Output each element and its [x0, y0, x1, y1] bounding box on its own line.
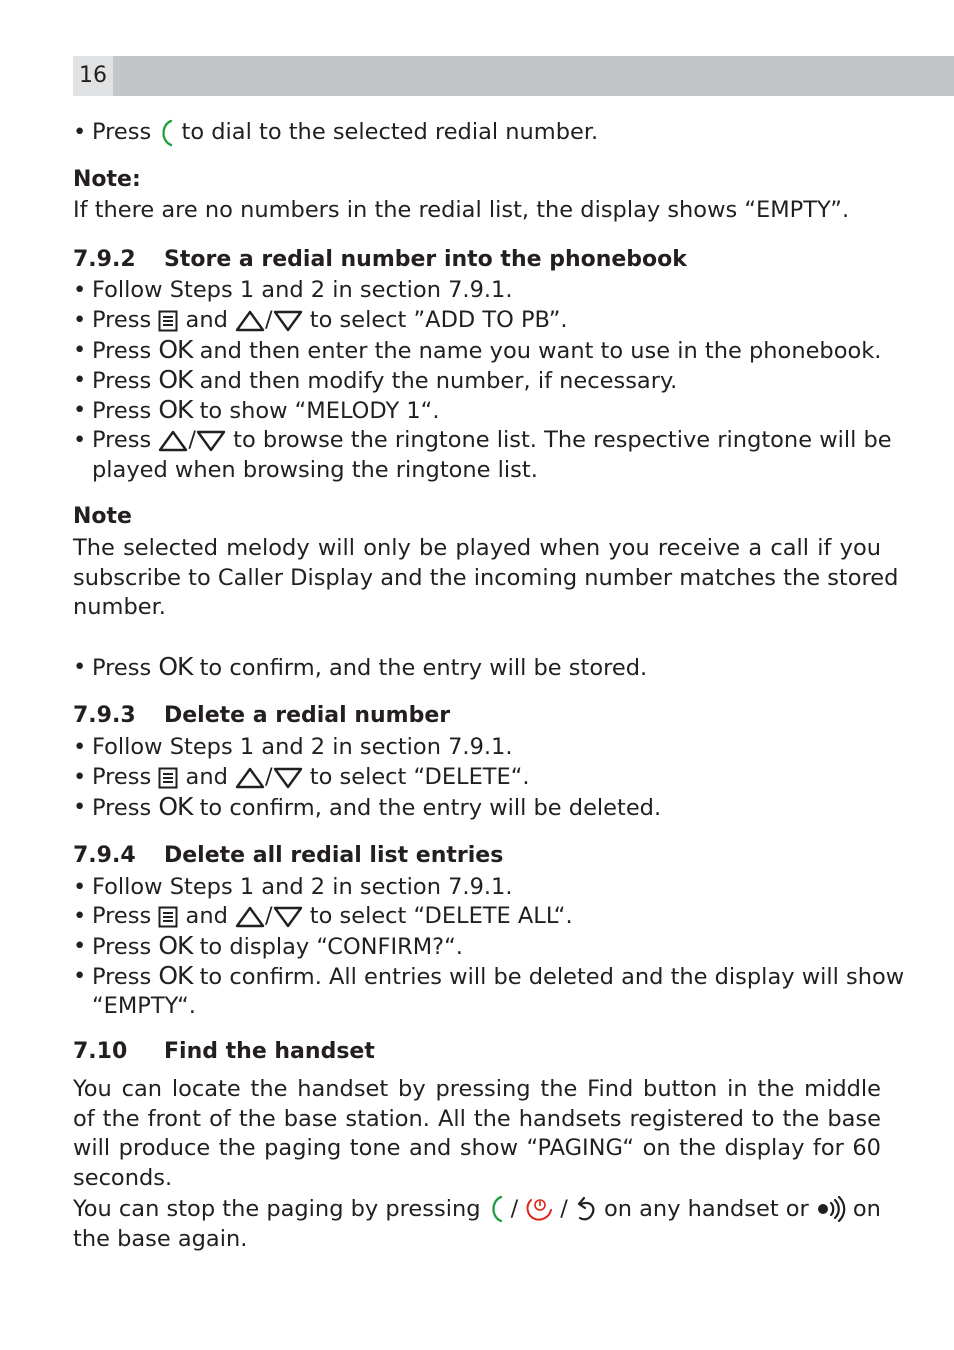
note-title: Note: [73, 504, 132, 529]
section-title: Delete all redial list entries: [164, 843, 504, 868]
menu-icon: [158, 310, 178, 332]
back-icon: [575, 1196, 597, 1222]
text: Press: [92, 764, 152, 790]
slash: /: [265, 307, 273, 333]
bullet: •: [73, 963, 87, 989]
bullet: •: [73, 337, 87, 363]
list-item: [73, 395, 440, 425]
section-heading: [73, 701, 450, 731]
up-arrow-icon: [235, 767, 265, 789]
note-text: number.: [73, 594, 166, 620]
paragraph-line: will produce the paging tone and show “PAGING“ on the display for 60: [73, 1135, 881, 1161]
paragraph-line: [73, 1194, 881, 1224]
text: to select “DELETE“.: [309, 764, 530, 790]
list-item: [73, 762, 530, 792]
text: and: [185, 307, 228, 333]
list-item: [73, 901, 573, 931]
text: Follow Steps 1 and 2 in section 7.9.1.: [92, 734, 513, 760]
bullet: •: [73, 794, 87, 820]
note-text: If there are no numbers in the redial list, the display shows “EMPTY”.: [73, 197, 850, 223]
end-call-icon: [525, 1196, 553, 1222]
text: Press: [92, 427, 152, 453]
text: Press: [92, 795, 152, 821]
text: You can stop the paging by pressing: [73, 1196, 481, 1222]
text: on any handset or: [603, 1196, 809, 1222]
menu-icon: [158, 906, 178, 928]
bullet: •: [73, 654, 87, 680]
list-item: [73, 425, 892, 455]
slash: /: [510, 1196, 519, 1222]
note-text: subscribe to Caller Display and the incoming number matches the stored: [73, 565, 899, 591]
text: on: [852, 1196, 881, 1222]
ok-key-icon: OK: [158, 931, 193, 960]
down-arrow-icon: [196, 430, 226, 452]
text: Press: [92, 338, 152, 364]
call-icon: [158, 119, 174, 147]
slash: /: [188, 427, 196, 453]
section-number: 7.9.2: [73, 247, 136, 272]
note-text: The selected melody will only be played when you receive a call if you: [73, 535, 881, 561]
list-item: [73, 365, 677, 395]
text: to display “CONFIRM?“.: [199, 934, 463, 960]
text: to confirm. All entries will be deleted and the display will show: [199, 964, 905, 990]
list-item: [73, 931, 463, 961]
ok-key-icon: OK: [158, 365, 193, 394]
find-signal-icon: [816, 1196, 846, 1222]
text: to select ”ADD TO PB”.: [309, 307, 568, 333]
list-item: [73, 305, 568, 335]
bullet: •: [73, 903, 87, 929]
paragraph-line: seconds.: [73, 1165, 173, 1191]
paragraph-line: of the front of the base station. All the handsets registered to the base: [73, 1106, 881, 1132]
bullet: •: [73, 933, 87, 959]
down-arrow-icon: [273, 310, 303, 332]
ok-key-icon: OK: [158, 961, 193, 990]
bullet: •: [73, 307, 87, 333]
list-item: [73, 275, 513, 305]
section-heading: [73, 1037, 375, 1067]
text: and: [185, 903, 228, 929]
text: Press: [92, 307, 152, 333]
text: to confirm, and the entry will be deleted.: [199, 795, 662, 821]
note-title: Note:: [73, 167, 141, 192]
text: to dial to the selected redial number.: [181, 119, 599, 145]
list-item-continuation: played when browsing the ringtone list.: [92, 457, 538, 483]
paragraph-line: the base again.: [73, 1226, 248, 1252]
list-item: [73, 652, 647, 682]
slash: /: [265, 903, 273, 929]
paragraph-line: You can locate the handset by pressing the Find button in the middle: [73, 1076, 881, 1102]
section-number: 7.9.4: [73, 843, 136, 868]
text: Follow Steps 1 and 2 in section 7.9.1.: [92, 277, 513, 303]
ok-key-icon: OK: [158, 335, 193, 364]
bullet: •: [73, 874, 87, 900]
up-arrow-icon: [235, 906, 265, 928]
text: Press: [92, 934, 152, 960]
text: and then modify the number, if necessary.: [199, 368, 678, 394]
text: and: [185, 764, 228, 790]
bullet: •: [73, 397, 87, 423]
text: to confirm, and the entry will be stored.: [199, 655, 648, 681]
section-heading: [73, 245, 687, 275]
down-arrow-icon: [273, 906, 303, 928]
text: Press: [92, 655, 152, 681]
section-title: Find the handset: [164, 1039, 375, 1064]
text: Press: [92, 398, 152, 424]
section-title: Delete a redial number: [164, 703, 451, 728]
text: Press: [92, 368, 152, 394]
ok-key-icon: OK: [158, 792, 193, 821]
list-item: [73, 792, 661, 822]
bullet: •: [73, 427, 87, 453]
bullet: •: [73, 764, 87, 790]
text: and then enter the name you want to use in the phonebook.: [199, 338, 882, 364]
section-number: 7.9.3: [73, 703, 136, 728]
ok-key-icon: OK: [158, 395, 193, 424]
up-arrow-icon: [235, 310, 265, 332]
text: Press: [92, 964, 152, 990]
list-item: [73, 335, 881, 365]
text: to browse the ringtone list. The respective ringtone will be: [233, 427, 892, 453]
page-number: 16: [73, 56, 113, 96]
section-number: 7.10: [73, 1039, 128, 1064]
text: Press: [92, 903, 152, 929]
text: to select “DELETE ALL“.: [309, 903, 573, 929]
list-item: [73, 117, 598, 147]
text: Follow Steps 1 and 2 in section 7.9.1.: [92, 874, 513, 900]
down-arrow-icon: [273, 767, 303, 789]
call-icon: [488, 1195, 504, 1223]
bullet: •: [73, 277, 87, 303]
list-item: [73, 961, 905, 991]
text: to show “MELODY 1“.: [199, 398, 440, 424]
section-heading: [73, 841, 503, 871]
slash: /: [560, 1196, 568, 1222]
menu-icon: [158, 767, 178, 789]
bullet: •: [73, 734, 87, 760]
ok-key-icon: OK: [158, 652, 193, 681]
list-item-continuation: “EMPTY“.: [92, 993, 196, 1019]
slash: /: [265, 764, 273, 790]
bullet: •: [73, 367, 87, 393]
up-arrow-icon: [158, 430, 188, 452]
list-item: [73, 872, 513, 902]
text: Press: [92, 119, 152, 145]
section-title: Store a redial number into the phonebook: [164, 247, 687, 272]
bullet: •: [73, 119, 87, 145]
list-item: [73, 732, 513, 762]
header-bar: [73, 56, 954, 96]
